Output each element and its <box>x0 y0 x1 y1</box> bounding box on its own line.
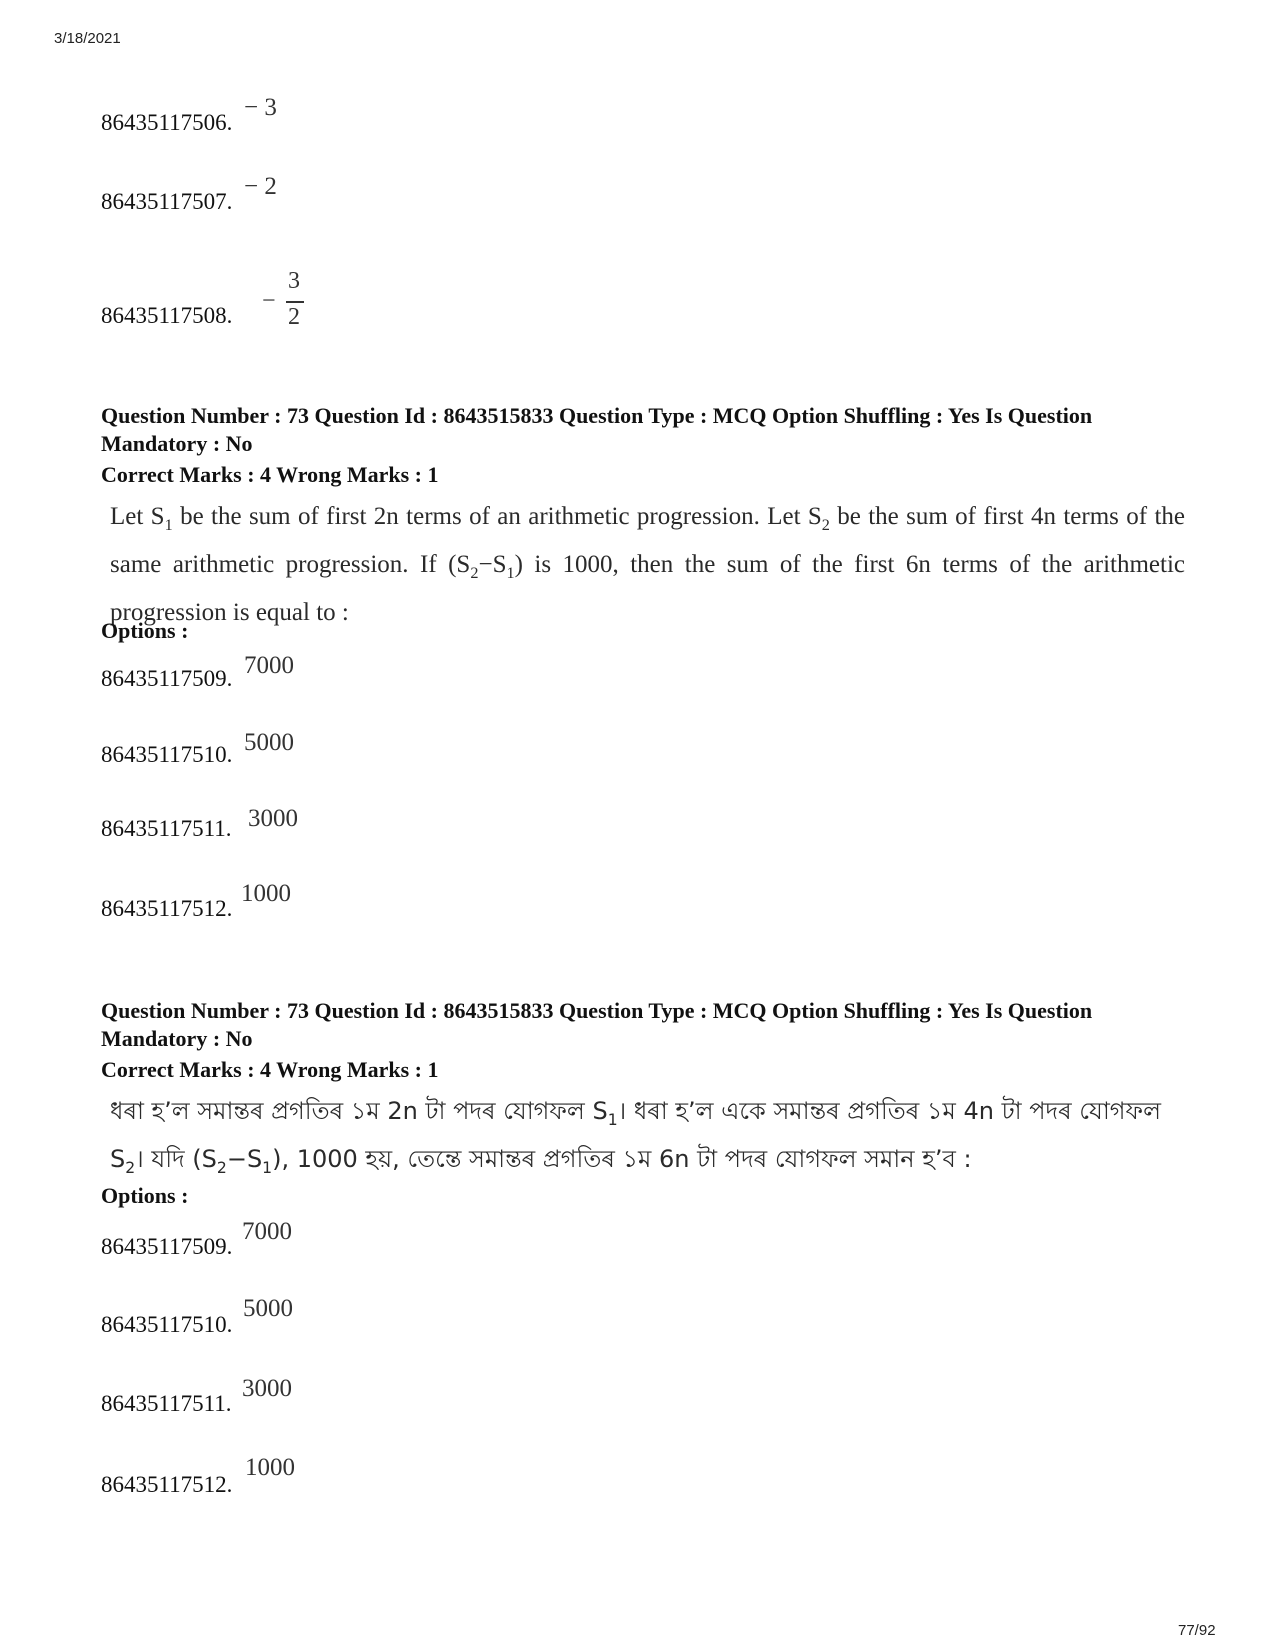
option-id: 86435117507. <box>101 189 233 214</box>
option-value: 5000 <box>244 729 294 756</box>
option-id: 86435117508. <box>101 303 233 328</box>
option-id: 86435117511. <box>101 1391 232 1416</box>
question-header: Question Number : 73 Question Id : 8643515833 Question Type : MCQ Option Shuffling : Yes Is Question Mandatory : No <box>101 998 1093 1051</box>
option-id: 86435117509. <box>101 1234 233 1259</box>
option-value: 3000 <box>242 1375 292 1402</box>
options-label: Options : <box>101 618 189 643</box>
question-marks: Correct Marks : 4 Wrong Marks : 1 <box>101 1057 439 1082</box>
option-value: 7000 <box>244 652 294 679</box>
option-value: 7000 <box>242 1218 292 1245</box>
option-id: 86435117506. <box>101 110 233 135</box>
option-value: 1000 <box>245 1454 295 1481</box>
question-text: ধৰা হ’ল সমান্তৰ প্ৰগতিৰ ১ম 2n টা পদৰ যোগফল $S_1।$ ধৰা হ’ল একে সমান্তৰ প্ৰগতিৰ ১ম 4n টা পদৰ যোগফল $S_2।$ যদি $(S_2-S_1)$, 1000 হয়, তেন্তে সমান্তৰ প্ৰগতিৰ ১ম 6n টা পদৰ যোগফল সমান হ’ব : <box>110 1097 1161 1177</box>
fraction-option-value <box>262 268 312 338</box>
option-id: 86435117512. <box>101 1472 233 1497</box>
option-id: 86435117510. <box>101 742 233 767</box>
fraction-bar <box>286 301 304 303</box>
fraction-denominator: 2 <box>288 304 300 330</box>
option-value: 3000 <box>248 805 298 832</box>
option-value: 1000 <box>241 880 291 907</box>
option-id: 86435117512. <box>101 896 233 921</box>
fraction-sign: − <box>262 288 276 314</box>
option-value: − 2 <box>244 173 277 200</box>
question-marks: Correct Marks : 4 Wrong Marks : 1 <box>101 462 439 487</box>
question-text: Let $S_1$ be the sum of first 2n terms of an arithmetic progression. Let $S_2$ be the sum of first 4n terms of the same arithmetic progression. If $(S_2-S_1)$ is 1000, then the sum of the first 6n terms of the arithmetic progression is equal to : <box>110 503 1185 626</box>
option-value: − 3 <box>244 94 277 121</box>
option-id: 86435117510. <box>101 1312 233 1337</box>
fraction-numerator: 3 <box>288 268 300 294</box>
options-label: Options : <box>101 1183 189 1208</box>
option-id: 86435117509. <box>101 666 233 691</box>
option-value: 5000 <box>243 1295 293 1322</box>
question-header: Question Number : 73 Question Id : 8643515833 Question Type : MCQ Option Shuffling : Yes Is Question Mandatory : No <box>101 403 1093 456</box>
page-number: 77/92 <box>1178 1622 1216 1639</box>
option-id: 86435117511. <box>101 816 232 841</box>
print-date: 3/18/2021 <box>54 30 121 47</box>
